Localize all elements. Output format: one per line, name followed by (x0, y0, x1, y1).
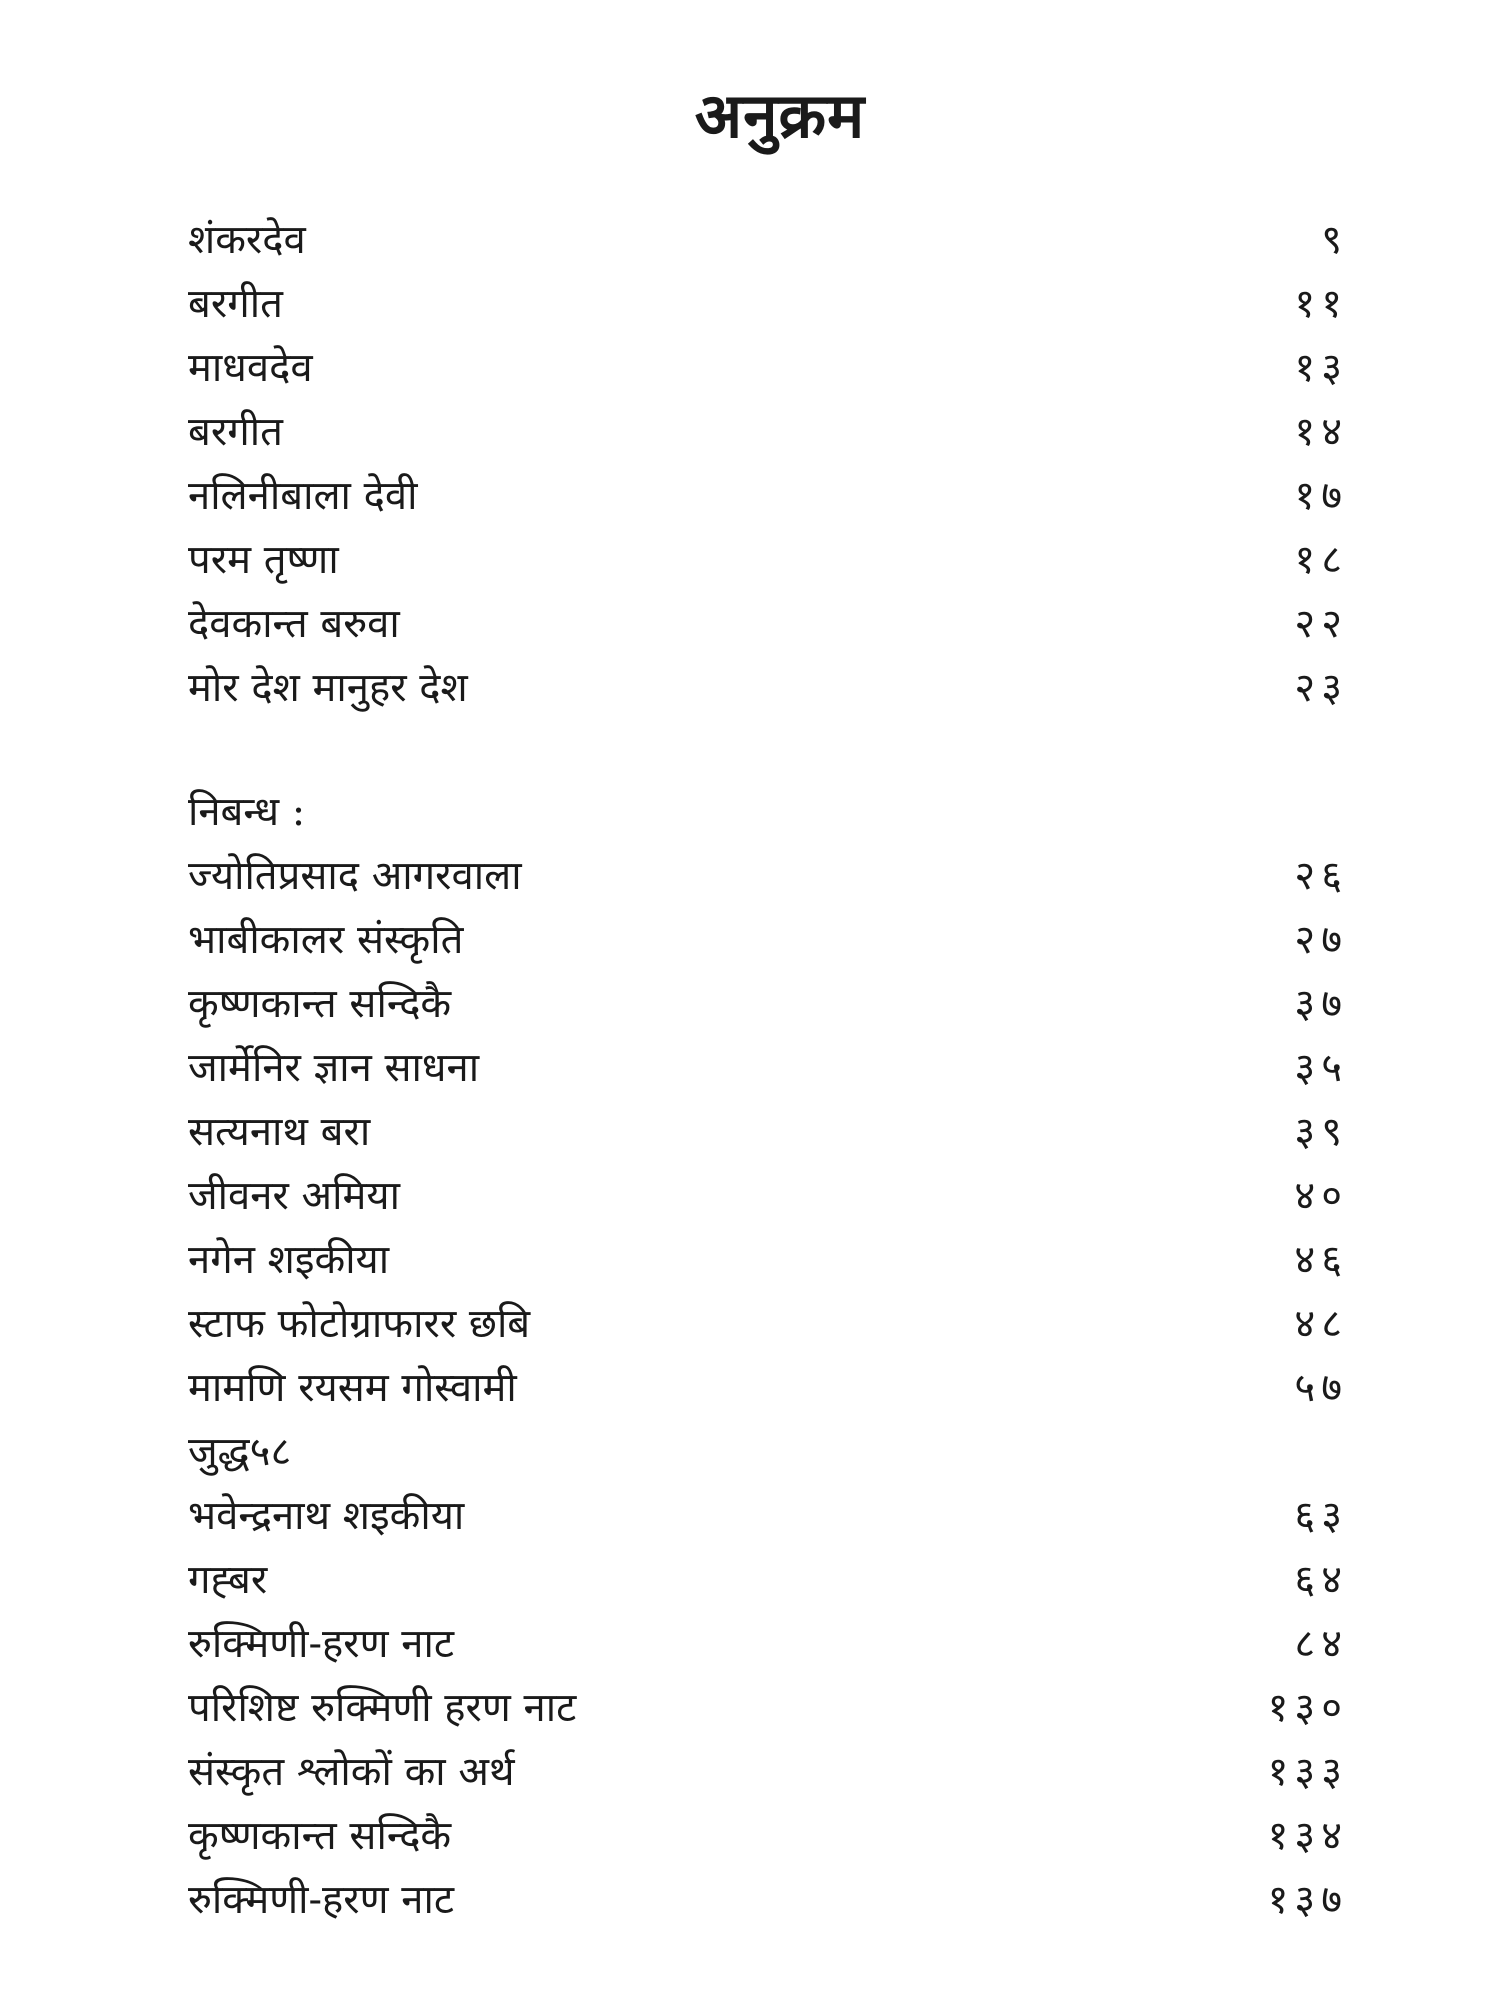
toc-entry[interactable] (188, 1164, 1348, 1228)
toc-entry-page: ३९ (1294, 1109, 1348, 1155)
toc-entry[interactable] (188, 1292, 1348, 1356)
page-title: अनुक्रम (694, 79, 866, 152)
toc-entry-title: मामणि रयसम गोस्वामी (188, 1365, 517, 1411)
toc-entry-page: १३३ (1267, 1749, 1348, 1795)
toc-entry-page: ३७ (1294, 981, 1348, 1027)
toc-entry[interactable] (188, 400, 1348, 464)
toc-entry[interactable] (188, 656, 1348, 720)
toc-entry[interactable] (188, 464, 1348, 528)
toc-entry-title: जीवनर अमिया (188, 1173, 400, 1219)
toc-entry-title: ज्योतिप्रसाद आगरवाला (188, 853, 522, 899)
section-heading: निबन्ध : (188, 789, 306, 835)
toc-entry-title: कृष्णकान्त सन्दिकै (188, 981, 452, 1027)
toc-entry[interactable] (188, 592, 1348, 656)
toc-entry-title: परिशिष्ट रुक्मिणी हरण नाट (188, 1685, 577, 1731)
toc-entry-title: मोर देश मानुहर देश (188, 665, 468, 711)
toc-entry-page: ४६ (1294, 1237, 1348, 1283)
toc-entry[interactable] (188, 272, 1348, 336)
toc-entry-title: नगेन शइकीया (188, 1237, 390, 1283)
toc-entry-page: १३० (1267, 1685, 1348, 1731)
toc-entry-page: १३ (1294, 345, 1348, 391)
toc-entry-page: १३४ (1267, 1813, 1348, 1859)
toc-entry-page: १४ (1294, 409, 1348, 455)
toc-entry-page: ८४ (1294, 1621, 1348, 1667)
toc-entry-title: शंकरदेव (188, 217, 306, 263)
toc-entry[interactable] (188, 1036, 1348, 1100)
toc-entry-page: ६३ (1294, 1493, 1348, 1539)
toc-entry-title: नलिनीबाला देवी (188, 473, 418, 519)
table-of-contents (188, 208, 1348, 1932)
toc-entry-title: परम तृष्णा (188, 537, 339, 583)
toc-entry[interactable] (188, 1868, 1348, 1932)
toc-entry-page: १८ (1294, 537, 1348, 583)
toc-entry[interactable] (188, 1100, 1348, 1164)
toc-entry-title: देवकान्त बरुवा (188, 601, 400, 647)
toc-entry[interactable] (188, 1228, 1348, 1292)
toc-entry-title: भाबीकालर संस्कृति (188, 917, 464, 963)
toc-entry[interactable] (188, 908, 1348, 972)
toc-entry-page: १३७ (1267, 1877, 1348, 1923)
toc-entry-title: जुद्ध५८ (188, 1429, 292, 1475)
toc-entry-page: ६४ (1294, 1557, 1348, 1603)
toc-entry[interactable] (188, 1356, 1348, 1420)
toc-entry-title: सत्यनाथ बरा (188, 1109, 371, 1155)
toc-entry[interactable] (188, 208, 1348, 272)
toc-entry[interactable] (188, 1420, 1348, 1484)
toc-entry-title: स्टाफ फोटोग्राफारर छबि (188, 1301, 531, 1347)
section-gap (188, 720, 1348, 780)
toc-entry-title: रुक्मिणी-हरण नाट (188, 1621, 454, 1667)
toc-entry[interactable] (188, 1740, 1348, 1804)
section-heading-row (188, 780, 1348, 844)
toc-entry-title: माधवदेव (188, 345, 313, 391)
toc-entry-title: रुक्मिणी-हरण नाट (188, 1877, 454, 1923)
toc-entry[interactable] (188, 1804, 1348, 1868)
toc-entry-title: बरगीत (188, 281, 283, 327)
toc-entry-page: ३५ (1294, 1045, 1348, 1091)
toc-entry-page: ४० (1294, 1173, 1348, 1219)
toc-entry-page: ११ (1294, 281, 1348, 327)
toc-entry[interactable] (188, 1676, 1348, 1740)
toc-entry-page: १७ (1294, 473, 1348, 519)
toc-entry[interactable] (188, 972, 1348, 1036)
toc-entry-title: कृष्णकान्त सन्दिकै (188, 1813, 452, 1859)
toc-entry-page: २६ (1294, 853, 1348, 899)
toc-entry[interactable] (188, 336, 1348, 400)
toc-entry-title: गह्बर (188, 1557, 268, 1603)
toc-entry-page: २३ (1294, 665, 1348, 711)
toc-entry[interactable] (188, 844, 1348, 908)
toc-entry-page: ४८ (1294, 1301, 1348, 1347)
toc-entry-title: भवेन्द्रनाथ शइकीया (188, 1493, 465, 1539)
toc-entry[interactable] (188, 1548, 1348, 1612)
toc-entry-title: जार्मेनिर ज्ञान साधना (188, 1045, 480, 1091)
toc-entry[interactable] (188, 1612, 1348, 1676)
toc-entry[interactable] (188, 1484, 1348, 1548)
toc-entry-title: बरगीत (188, 409, 283, 455)
toc-entry-page: २७ (1294, 917, 1348, 963)
toc-entry-page: ५७ (1294, 1365, 1348, 1411)
toc-entry-page: ९ (1321, 217, 1348, 263)
toc-entry-page: २२ (1294, 601, 1348, 647)
toc-entry[interactable] (188, 528, 1348, 592)
toc-entry-title: संस्कृत श्लोकों का अर्थ (188, 1749, 515, 1795)
